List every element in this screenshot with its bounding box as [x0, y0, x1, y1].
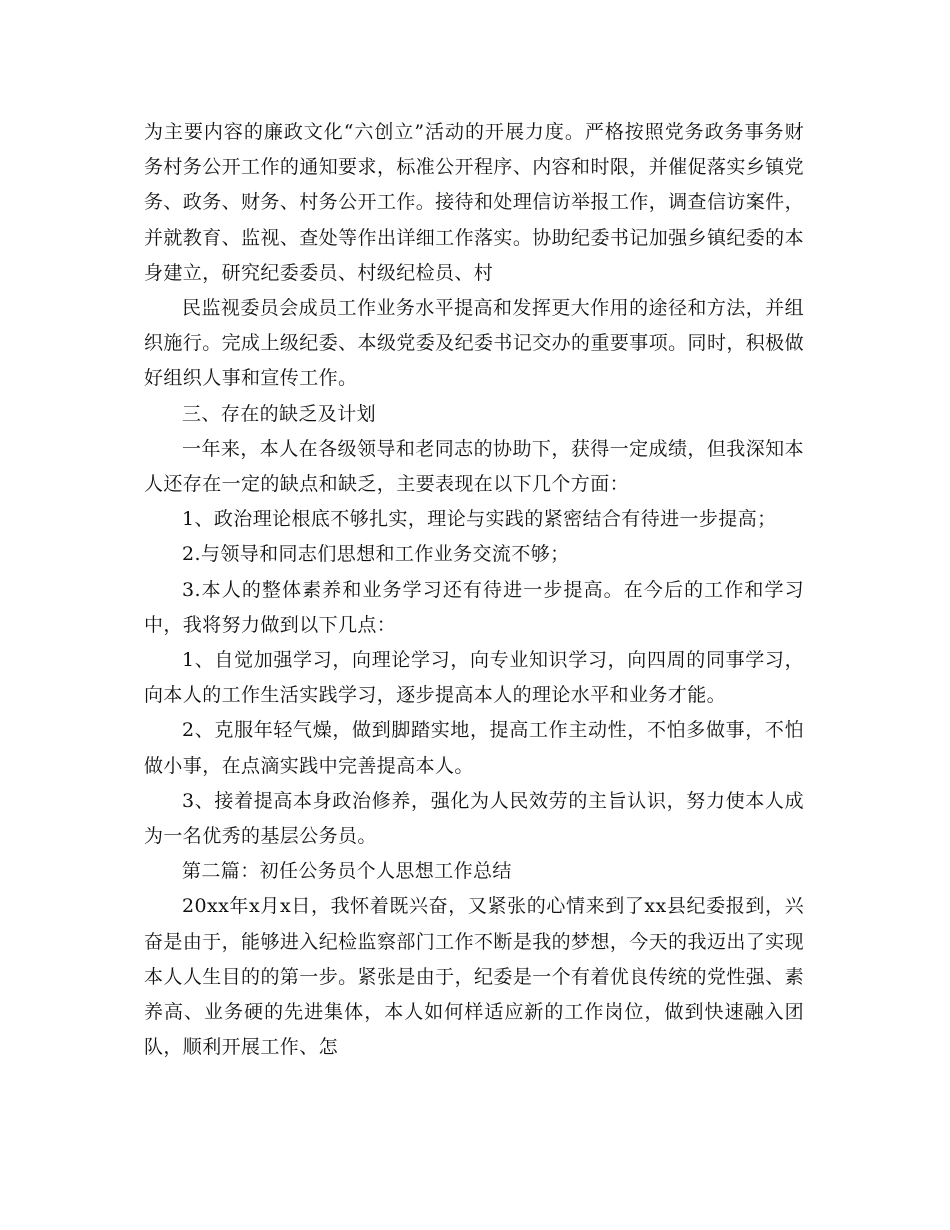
- paragraph: 民监视委员会成员工作业务水平提高和发挥更大作用的途径和方法，并组织施行。完成上级纪委、本级党委及纪委书记交办的重要事项。同时，积极做好组织人事和宣传工作。: [144, 297, 804, 390]
- list-item: 2、克服年轻气燥，做到脚踏实地，提高工作主动性，不怕多做事，不怕做小事，在点滴实践中完善提高本人。: [144, 719, 804, 777]
- chapter-heading: 第二篇：初任公务员个人思想工作总结: [182, 860, 512, 883]
- list-item: 2.与领导和同志们思想和工作业务交流不够；: [182, 543, 570, 566]
- document-body: [144, 115, 804, 1065]
- list-item: 1、政治理论根底不够扎实，理论与实践的紧密结合有待进一步提高；: [182, 508, 777, 531]
- section-heading: 三、存在的缺乏及计划: [182, 402, 377, 425]
- paragraph: 一年来，本人在各级领导和老同志的协助下，获得一定成绩，但我深知本人还存在一定的缺点和缺乏，主要表现在以下几个方面：: [144, 437, 804, 496]
- paragraph: 20xx年x月x日，我怀着既兴奋，又紧张的心情来到了xx县纪委报到，兴奋是由于，能够进入纪检监察部门工作不断是我的梦想，今天的我迈出了实现本人人生目的的第一步。紧张是由于，纪委是一个有着优良传统的党性强、素养高、业务硬的先进集体，本人如何样适应新的工作岗位，做到快速融入团队，顺利开展工作、怎: [144, 895, 804, 1059]
- list-item: 3.本人的整体素养和业务学习还有待进一步提高。在今后的工作和学习中，我将努力做到以下几点：: [144, 578, 804, 636]
- list-item: 3、接着提高本身政治修养，强化为人民效劳的主旨认识，努力使本人成为一名优秀的基层公务员。: [144, 789, 804, 848]
- paragraph-continued: 为主要内容的廉政文化“六创立”活动的开展力度。严格按照党务政务事务财务村务公开工作的通知要求，标准公开程序、内容和时限，并催促落实乡镇党务、政务、财务、村务公开工作。接待和处理信访举报工作，调查信访案件，并就教育、监视、查处等作出详细工作落实。协助纪委书记加强乡镇纪委的本身建立，研究纪委委员、村级纪检员、村: [144, 121, 804, 284]
- list-item: 1、自觉加强学习，向理论学习，向专业知识学习，向四周的同事学习，向本人的工作生活实践学习，逐步提高本人的理论水平和业务才能。: [144, 649, 804, 707]
